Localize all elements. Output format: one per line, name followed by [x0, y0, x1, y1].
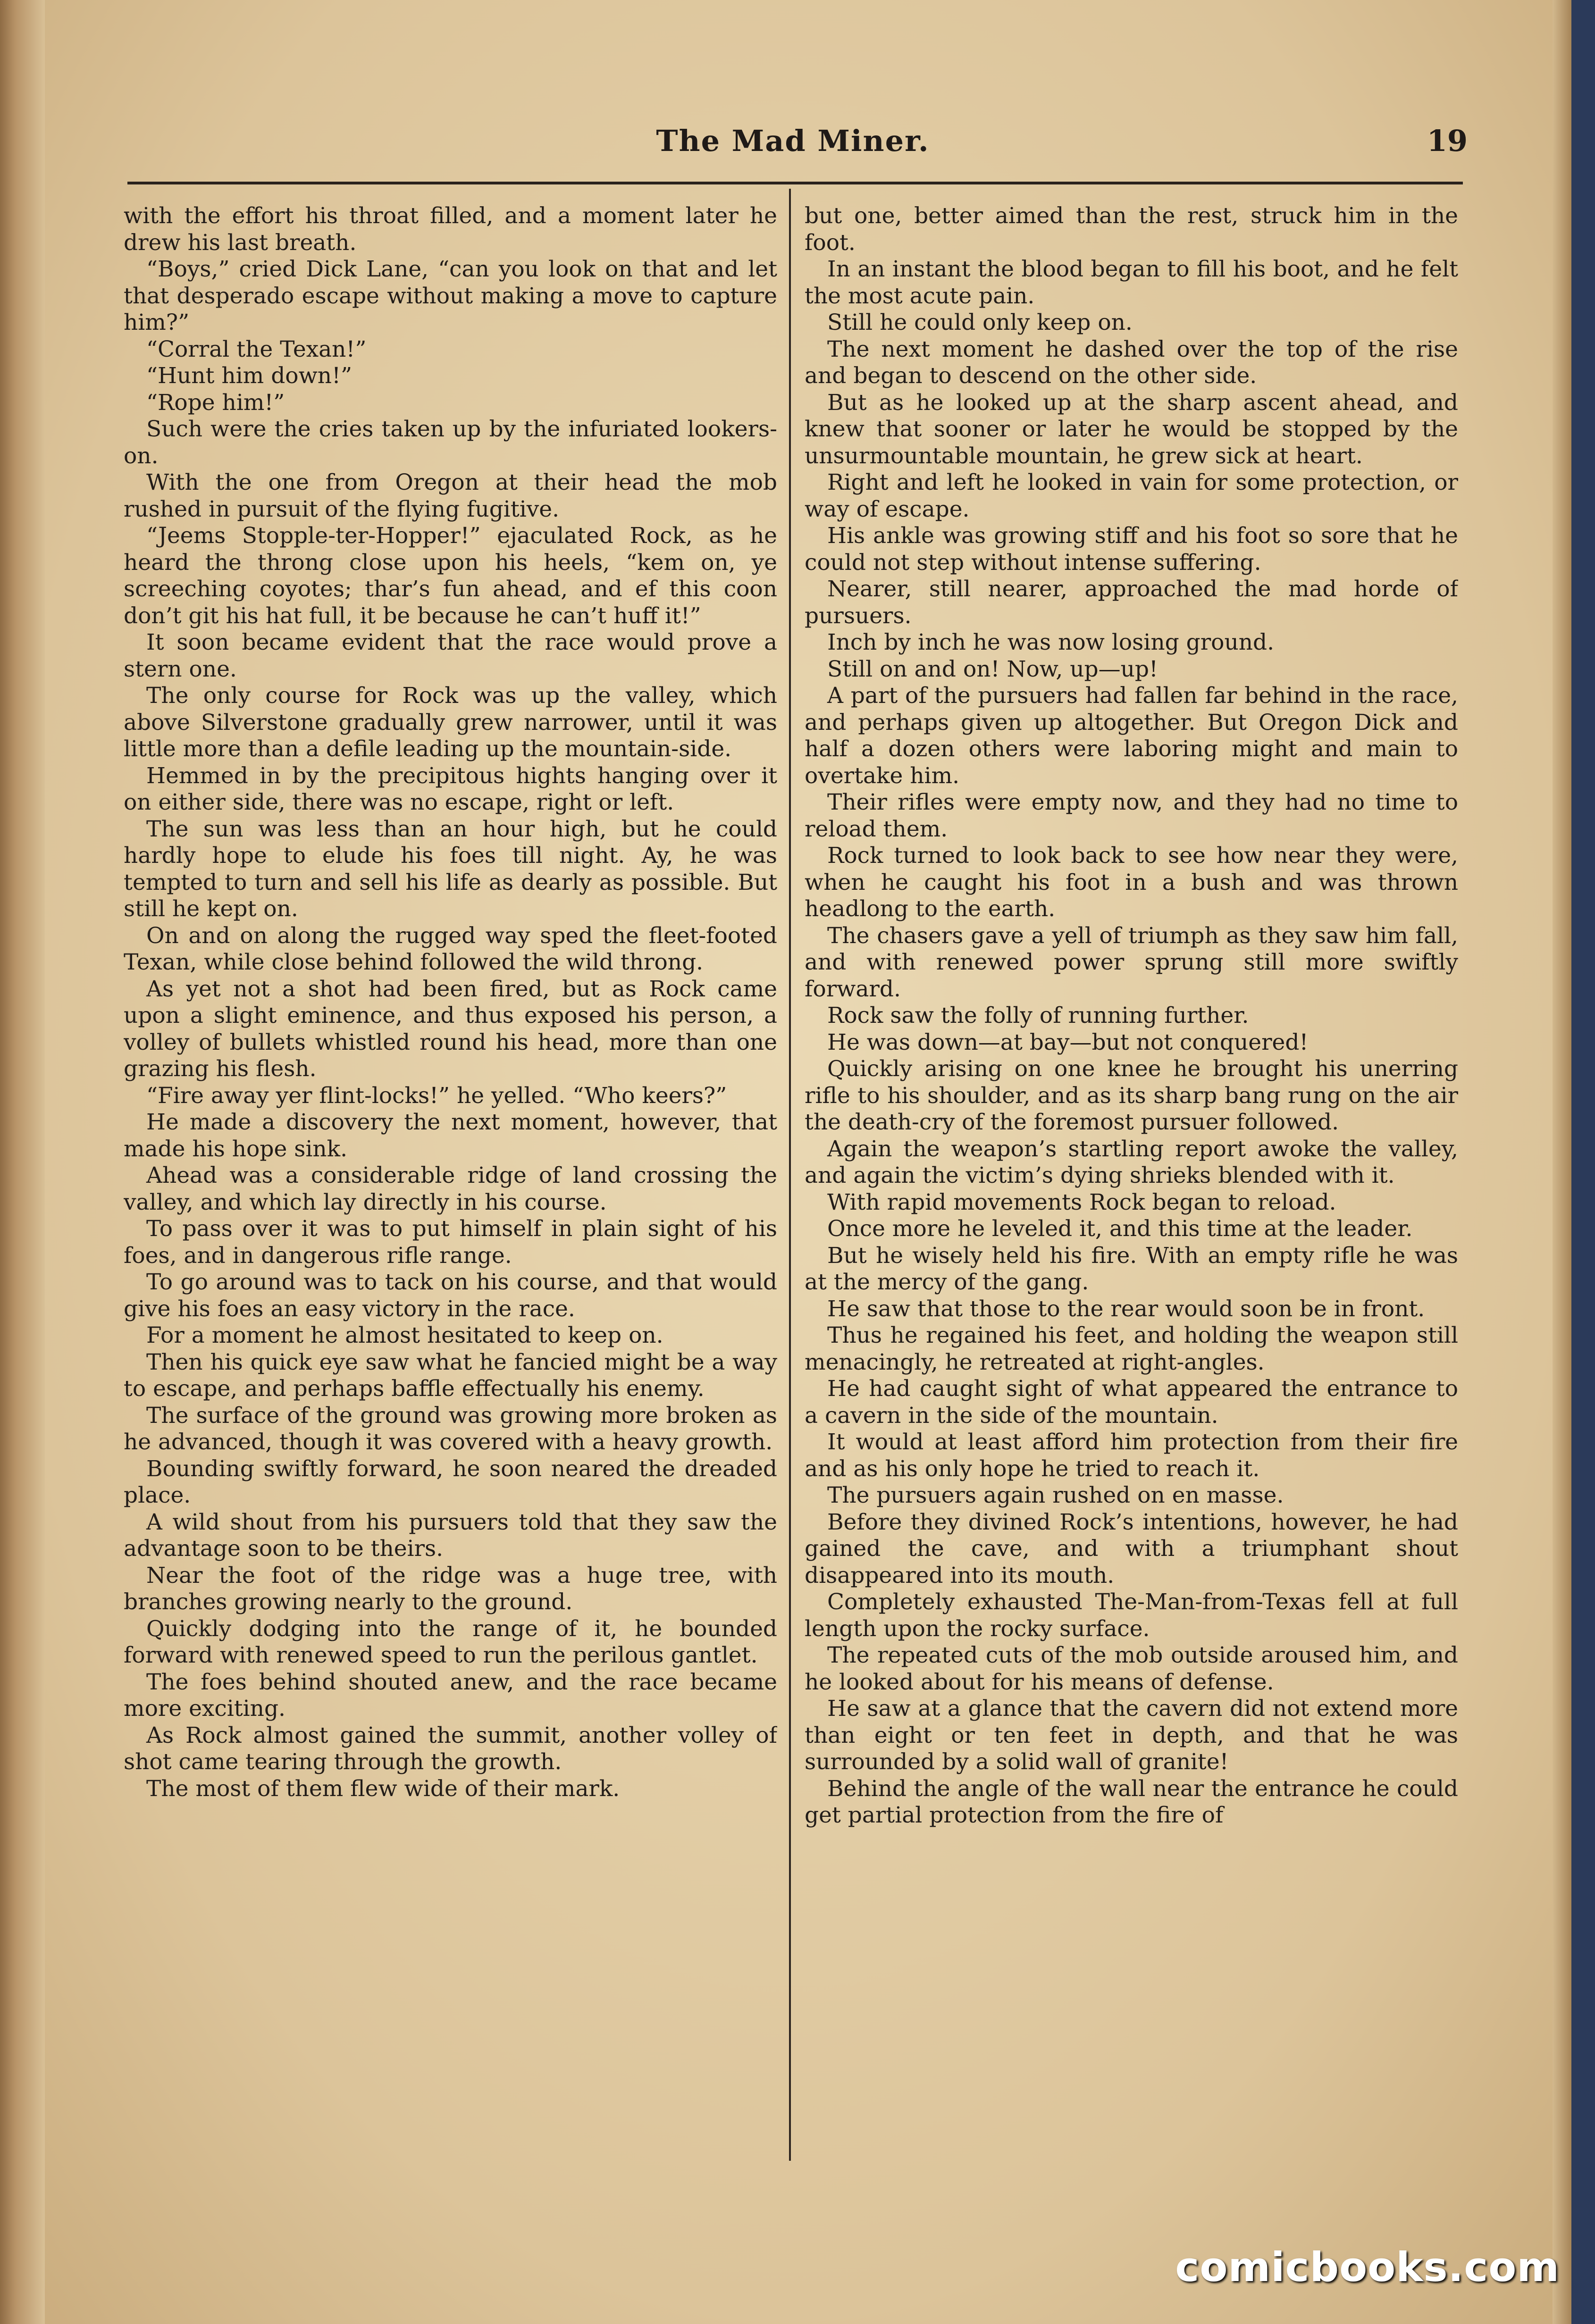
paragraph: A wild shout from his pursuers told that they saw the advantage soon to be theirs.	[124, 1509, 777, 1562]
paragraph: He saw that those to the rear would soon be in front.	[827, 1296, 1425, 1322]
paragraph: As yet not a shot had been fired, but as Rock came upon a slight eminence, and thus exposed his person, a volley of bullets whistled round his head, more than one grazing his flesh.	[124, 976, 777, 1082]
paragraph: “Hunt him down!”	[146, 363, 352, 389]
paragraph: Quickly arising on one knee he brought his unerring rifle to his shoulder, and as its sharp bang rung on the air the death-cry of the foremost pursuer followed.	[805, 1056, 1458, 1135]
paragraph: But as he looked up at the sharp ascent ahead, and knew that sooner or later he would be stopped by the unsurmountable mountain, he grew sick at heart.	[805, 389, 1458, 469]
paragraph: But he wisely held his fire. With an empty rifle he was at the mercy of the gang.	[805, 1242, 1458, 1295]
paragraph: The only course for Rock was up the valley, which above Silverstone gradually grew narrower, until it was little more than a defile leading up the mountain-side.	[124, 683, 777, 762]
page-title: The Mad Miner.	[656, 124, 930, 158]
paragraph: To pass over it was to put himself in plain sight of his foes, and in dangerous rifle range.	[124, 1216, 777, 1269]
paragraph: “Fire away yer flint-locks!” he yelled. “Who keers?”	[146, 1082, 727, 1109]
paragraph: “Boys,” cried Dick Lane, “can you look on that and let that desperado escape without making a move to capture him?”	[124, 256, 777, 335]
paragraph: For a moment he almost hesitated to keep on.	[146, 1322, 663, 1348]
paragraph: It soon became evident that the race would prove a stern one.	[124, 629, 777, 682]
paragraph: He saw at a glance that the cavern did not extend more than eight or ten feet in depth, and that he was surrounded by a solid wall of granite!	[805, 1696, 1458, 1775]
paragraph: Then his quick eye saw what he fancied might be a way to escape, and perhaps baffle effectually his enemy.	[124, 1349, 777, 1402]
paragraph: On and on along the rugged way sped the fleet-footed Texan, while close behind followed the wild throng.	[124, 922, 777, 975]
paragraph: Again the weapon’s startling report awoke the valley, and again the victim’s dying shrieks blended with it.	[805, 1136, 1458, 1188]
paragraph: “Jeems Stopple-ter-Hopper!” ejaculated Rock, as he heard the throng close upon his heels, “kem on, ye screeching coyotes; thar’s fun ahead, and ef this coon don’t git his hat full, it be because he can’t huff it!”	[124, 523, 777, 629]
paragraph: To go around was to tack on his course, and that would give his foes an easy victory in the race.	[124, 1269, 777, 1322]
paragraph: “Corral the Texan!”	[146, 336, 367, 362]
paragraph: Still on and on! Now, up—up!	[827, 656, 1158, 682]
page-outer-edge	[1553, 0, 1571, 2324]
paragraph: A part of the pursuers had fallen far behind in the race, and perhaps given up altogether. But Oregon Dick and half a dozen others were laboring might and main to overtake him.	[805, 683, 1458, 789]
paragraph: Inch by inch he was now losing ground.	[827, 629, 1275, 655]
paragraph: Ahead was a considerable ridge of land crossing the valley, and which lay directly in his course.	[124, 1162, 777, 1215]
paragraph: Their rifles were empty now, and they had no time to reload them.	[805, 789, 1458, 842]
paragraph: The pursuers again rushed on en masse.	[827, 1482, 1284, 1508]
paragraph: The chasers gave a yell of triumph as they saw him fall, and with renewed power sprung still more swiftly forward.	[805, 922, 1458, 1002]
paragraph: Completely exhausted The-Man-from-Texas fell at full length upon the rocky surface.	[805, 1589, 1458, 1642]
paragraph: The repeated cuts of the mob outside aroused him, and he looked about for his means of defense.	[805, 1642, 1458, 1695]
paragraph: The most of them flew wide of their mark.	[146, 1775, 620, 1802]
paragraph: Such were the cries taken up by the infuriated lookers-on.	[124, 416, 777, 469]
paragraph: He had caught sight of what appeared the entrance to a cavern in the side of the mountain.	[805, 1376, 1458, 1429]
paragraph: With rapid movements Rock began to reload.	[827, 1189, 1336, 1215]
paragraph: Still he could only keep on.	[827, 309, 1133, 335]
paragraph: Thus he regained his feet, and holding the weapon still menacingly, he retreated at right-angles.	[805, 1322, 1458, 1375]
running-head	[118, 124, 1468, 171]
paragraph: It would at least afford him protection from their fire and as his only hope he tried to reach it.	[805, 1429, 1458, 1482]
paragraph: He was down—at bay—but not conquered!	[827, 1029, 1309, 1055]
page-binding-edge	[0, 0, 45, 2324]
paragraph: Nearer, still nearer, approached the mad horde of pursuers.	[805, 576, 1458, 629]
text-column-left	[124, 203, 777, 2161]
paragraph: Rock turned to look back to see how near they were, when he caught his foot in a bush and was thrown headlong to the earth.	[805, 843, 1458, 922]
column-rule	[789, 189, 791, 2161]
paragraph: Once more he leveled it, and this time at the leader.	[827, 1216, 1413, 1242]
paragraph: In an instant the blood began to fill his boot, and he felt the most acute pain.	[805, 256, 1458, 309]
paragraph: As Rock almost gained the summit, another volley of shot came tearing through the growth.	[124, 1722, 777, 1775]
paragraph: Bounding swiftly forward, he soon neared the dreaded place.	[124, 1455, 777, 1508]
site-watermark: comicbooks.com	[1175, 2244, 1560, 2291]
paragraph: Rock saw the folly of running further.	[827, 1003, 1249, 1028]
text-column-right	[805, 203, 1458, 2161]
paragraph: The next moment he dashed over the top of the rise and began to descend on the other side.	[805, 336, 1458, 389]
paragraph: but one, better aimed than the rest, struck him in the foot.	[805, 203, 1458, 256]
paragraph: Right and left he looked in vain for some protection, or way of escape.	[805, 469, 1458, 522]
paragraph: Hemmed in by the precipitous hights hanging over it on either side, there was no escape, right or left.	[124, 762, 777, 815]
paragraph: The surface of the ground was growing more broken as he advanced, though it was covered with a heavy growth.	[124, 1402, 777, 1455]
page-number: 19	[1427, 124, 1468, 158]
paragraph: He made a discovery the next moment, however, that made his hope sink.	[124, 1109, 777, 1162]
paragraph: Quickly dodging into the range of it, he bounded forward with renewed speed to run the perilous gantlet.	[124, 1615, 777, 1668]
paragraph: His ankle was growing stiff and his foot so sore that he could not step without intense suffering.	[805, 523, 1458, 576]
header-rule	[127, 182, 1463, 184]
paragraph: With the one from Oregon at their head the mob rushed in pursuit of the flying fugitive.	[124, 469, 777, 522]
paragraph: The foes behind shouted anew, and the race became more exciting.	[124, 1669, 777, 1722]
paragraph: Before they divined Rock’s intentions, however, he had gained the cave, and with a triumphant shout disappeared into its mouth.	[805, 1509, 1458, 1588]
paragraph: “Rope him!”	[146, 389, 285, 416]
paragraph: The sun was less than an hour high, but he could hardly hope to elude his foes till night. Ay, he was tempted to turn and sell his life as dearly as possible. But still he kept on.	[124, 816, 777, 922]
paragraph: Near the foot of the ridge was a huge tree, with branches growing nearly to the ground.	[124, 1562, 777, 1615]
paragraph: Behind the angle of the wall near the entrance he could get partial protection from the fire of	[805, 1775, 1458, 1828]
paragraph: with the effort his throat filled, and a moment later he drew his last breath.	[124, 203, 777, 256]
